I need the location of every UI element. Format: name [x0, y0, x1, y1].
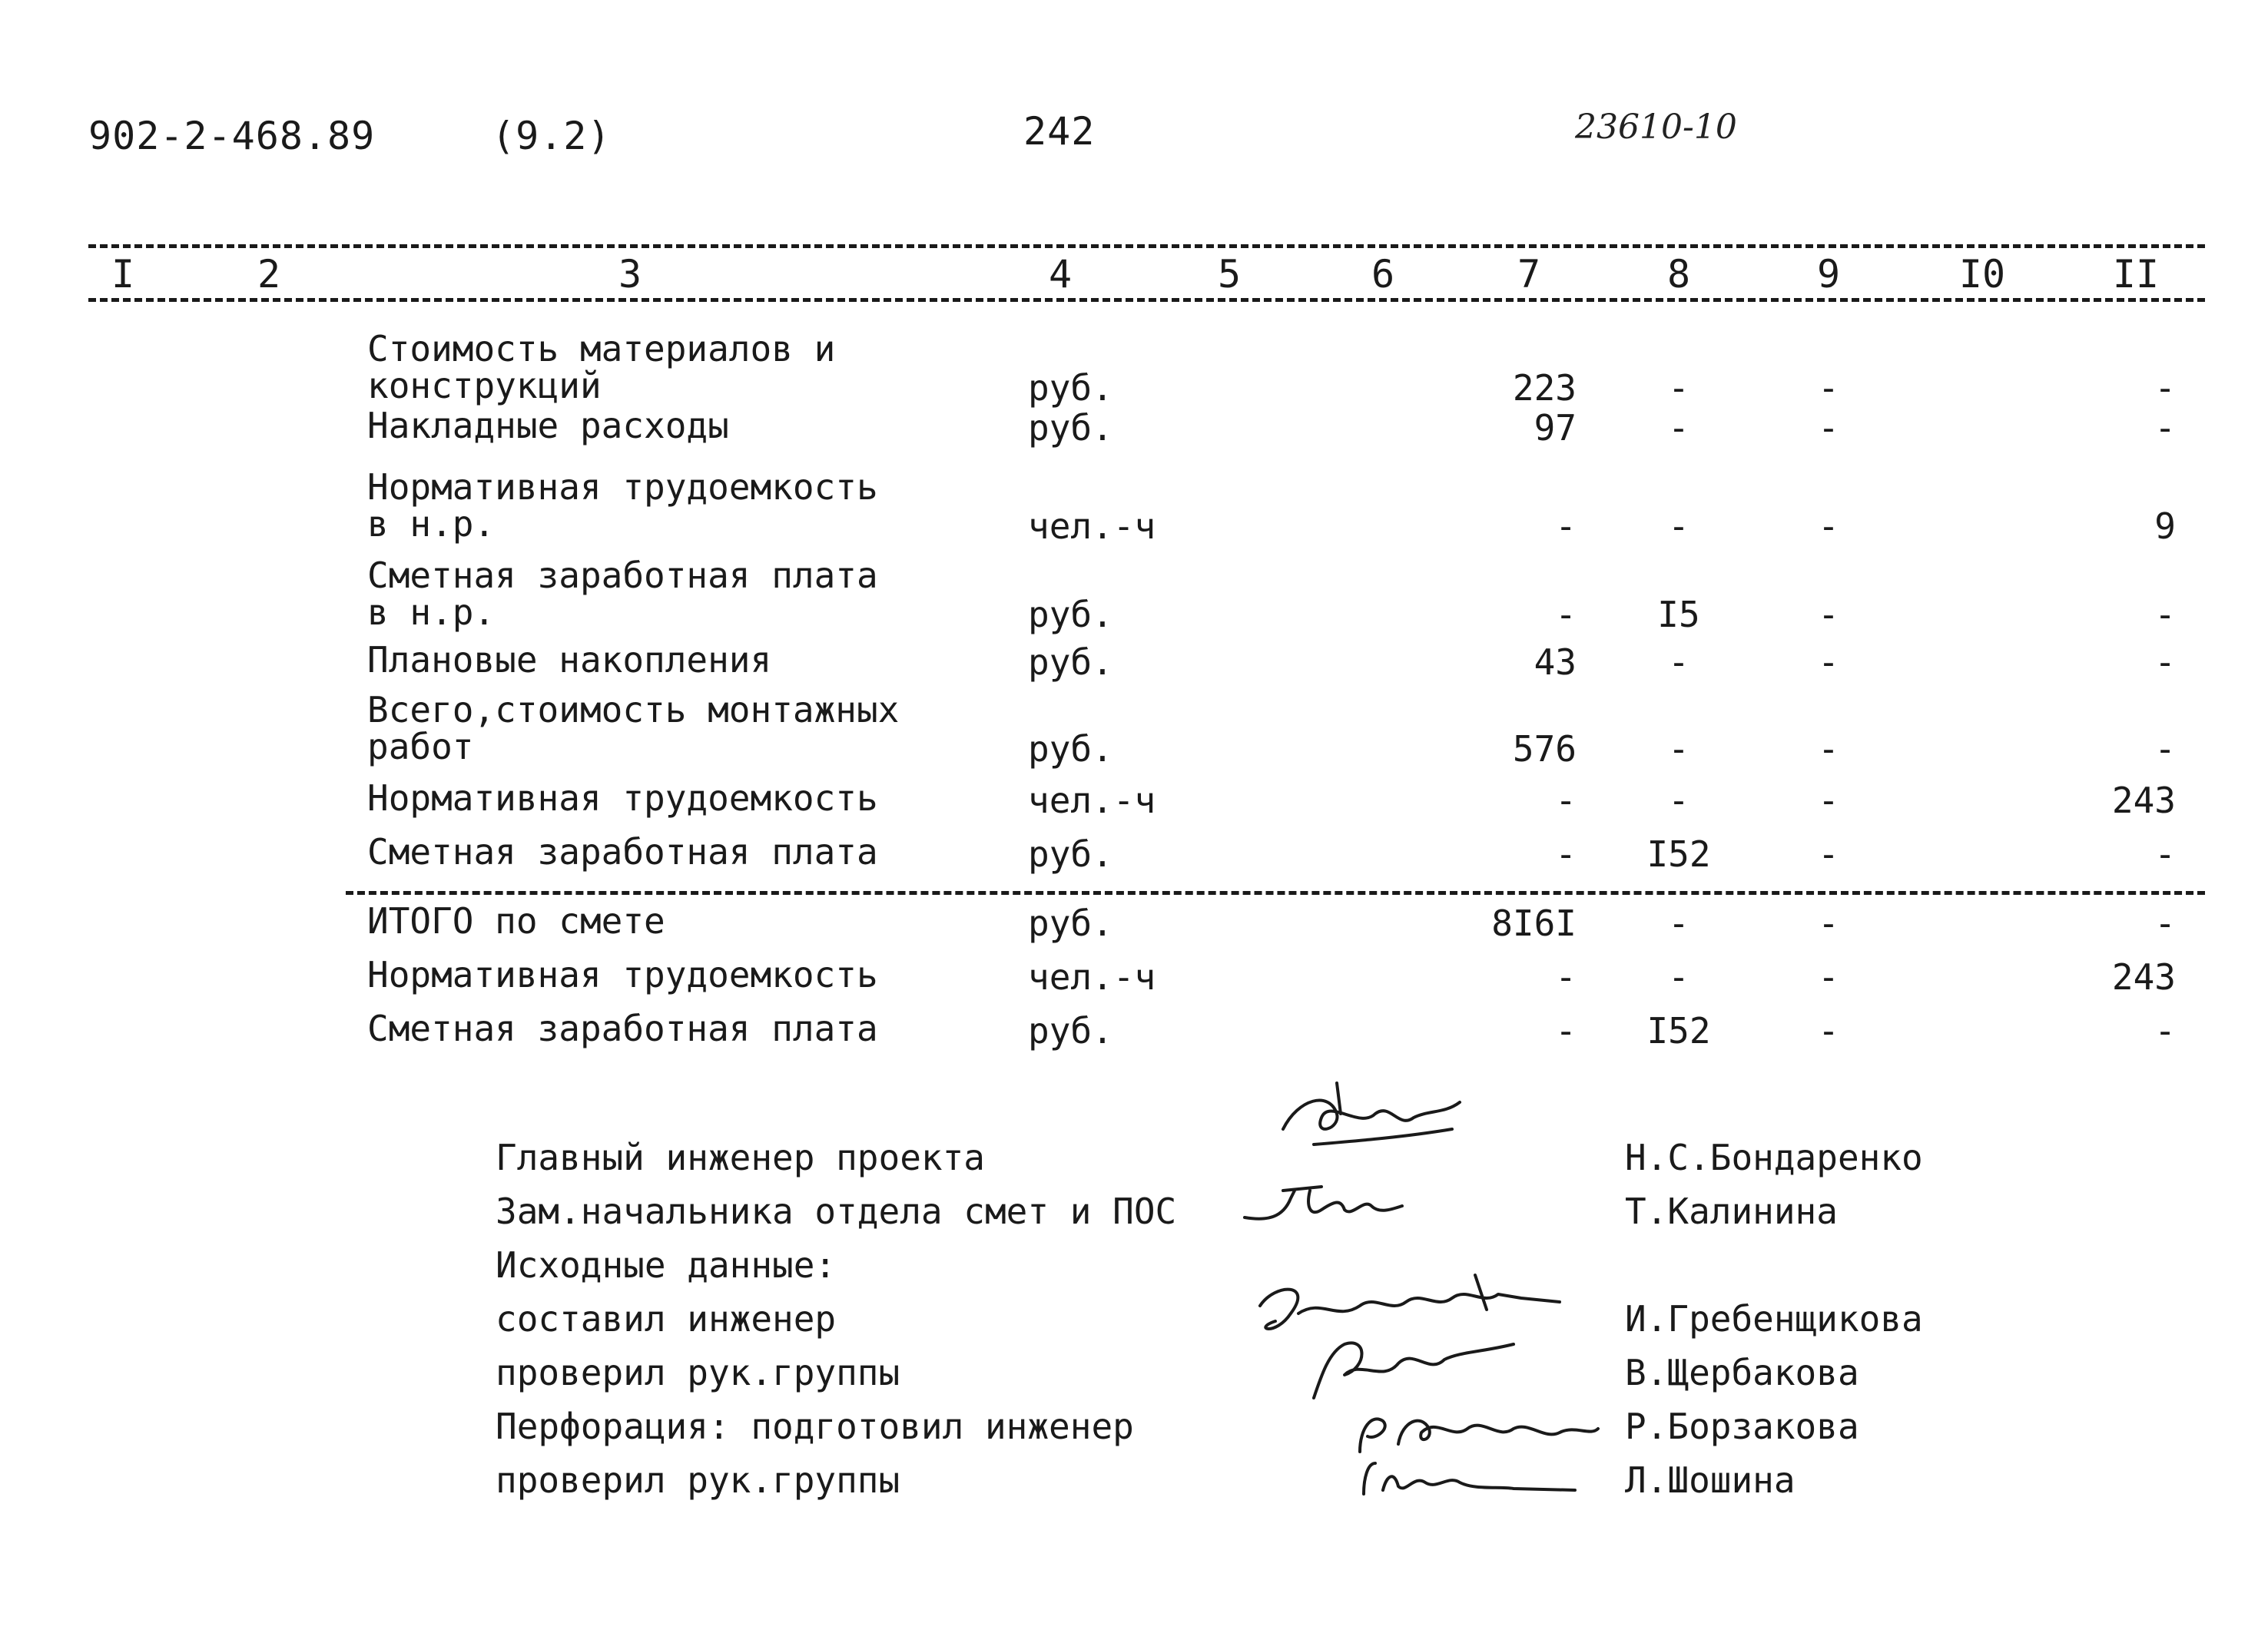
row-value-col-11: - — [2154, 594, 2176, 635]
row-value-col-8: - — [1668, 903, 1689, 944]
row-value-col-8: - — [1668, 407, 1689, 449]
column-number-5: 5 — [1217, 252, 1242, 296]
row-value-col-7: - — [1555, 780, 1577, 821]
row-value-col-8: - — [1668, 956, 1689, 998]
column-number-10: I0 — [1958, 252, 2006, 296]
row-unit: руб. — [1028, 728, 1113, 770]
page-number: 242 — [1023, 109, 1096, 154]
row-unit: руб. — [1028, 641, 1113, 683]
signatory-name: Н.С.Бондаренко — [1625, 1137, 1923, 1178]
row-value-col-9: - — [1818, 780, 1839, 821]
row-unit: чел.-ч — [1028, 956, 1156, 998]
row-value-col-11: - — [2154, 728, 2176, 770]
row-value-col-11: - — [2154, 641, 2176, 683]
row-label: Сметная заработная плата — [367, 1008, 878, 1049]
row-value-col-9: - — [1818, 956, 1839, 998]
row-value-col-9: - — [1818, 641, 1839, 683]
row-value-col-11: - — [2154, 903, 2176, 944]
column-number-8: 8 — [1666, 252, 1691, 296]
row-value-col-7: 97 — [1534, 407, 1577, 449]
signatory-role: проверил рук.группы — [496, 1352, 900, 1393]
row-value-col-7: - — [1555, 1010, 1577, 1052]
column-number-11: II — [2112, 252, 2160, 296]
row-value-col-7: - — [1555, 505, 1577, 547]
row-label: Нормативная трудоемкость — [367, 777, 878, 819]
row-unit: руб. — [1028, 1010, 1113, 1052]
row-value-col-11: - — [2154, 1010, 2176, 1052]
row-value-col-8: - — [1668, 505, 1689, 547]
signatory-role: Перфорация: подготовил инженер — [496, 1406, 1134, 1447]
totals-separator — [346, 891, 2205, 895]
signatory-role: Главный инженер проекта — [496, 1137, 985, 1178]
column-number-9: 9 — [1816, 252, 1841, 296]
row-value-col-9: - — [1818, 728, 1839, 770]
signatory-name: Л.Шошина — [1625, 1459, 1796, 1501]
row-value-col-11: - — [2154, 367, 2176, 409]
row-unit: руб. — [1028, 407, 1113, 449]
row-label: Накладные расходы — [367, 405, 729, 446]
row-label: Сметная заработная плата — [367, 831, 878, 873]
row-value-col-9: - — [1818, 1010, 1839, 1052]
row-value-col-9: - — [1818, 594, 1839, 635]
row-label: ИТОГО по смете — [367, 900, 665, 942]
signature-kalinina-icon — [1237, 1175, 1414, 1237]
row-value-col-11: 243 — [2111, 956, 2176, 998]
column-number-3: 3 — [618, 252, 642, 296]
signatory-name: В.Щербакова — [1625, 1352, 1859, 1393]
signatory-role: составил инженер — [496, 1298, 837, 1340]
signatory-name: Т.Калинина — [1625, 1191, 1838, 1232]
row-label: Плановые накопления — [367, 639, 772, 681]
row-value-col-8: - — [1668, 728, 1689, 770]
column-number-1: I — [111, 252, 135, 296]
row-value-col-7: - — [1555, 594, 1577, 635]
signatory-name: Р.Борзакова — [1625, 1406, 1859, 1447]
row-value-col-9: - — [1818, 833, 1839, 875]
handwritten-archive-number: 23610-10 — [1575, 108, 1737, 147]
row-unit: чел.-ч — [1028, 780, 1156, 821]
signatory-role: проверил рук.группы — [496, 1459, 900, 1501]
row-value-col-8: I5 — [1657, 594, 1700, 635]
document-code: 902-2-468.89 — [88, 114, 376, 158]
row-unit: руб. — [1028, 833, 1113, 875]
row-value-col-11: - — [2154, 407, 2176, 449]
row-value-col-9: - — [1818, 505, 1839, 547]
signatory-role: Зам.начальника отдела смет и ПОС — [496, 1191, 1177, 1232]
section-number: (9.2) — [492, 114, 612, 158]
row-value-col-8: - — [1668, 641, 1689, 683]
row-value-col-8: - — [1668, 367, 1689, 409]
row-value-col-9: - — [1818, 903, 1839, 944]
row-value-col-8: I52 — [1646, 1010, 1711, 1052]
signature-bondarenko-icon — [1268, 1083, 1467, 1168]
row-label: Стоимость материалов и конструкций — [367, 328, 836, 406]
row-value-col-11: 243 — [2111, 780, 2176, 821]
signatory-role: Исходные данные: — [496, 1244, 837, 1286]
row-value-col-9: - — [1818, 367, 1839, 409]
column-number-6: 6 — [1371, 252, 1395, 296]
row-unit: руб. — [1028, 903, 1113, 944]
column-number-7: 7 — [1517, 252, 1541, 296]
row-unit: руб. — [1028, 594, 1113, 635]
row-label: Нормативная трудоемкость в н.р. — [367, 466, 878, 545]
row-unit: чел.-ч — [1028, 505, 1156, 547]
row-value-col-11: 9 — [2154, 505, 2176, 547]
signature-shoshina-icon — [1352, 1452, 1583, 1505]
row-label: Сметная заработная плата в н.р. — [367, 555, 878, 633]
row-label: Нормативная трудоемкость — [367, 954, 878, 995]
column-header-rule — [88, 298, 2205, 302]
row-value-col-7: 223 — [1512, 367, 1577, 409]
row-value-col-9: - — [1818, 407, 1839, 449]
column-number-2: 2 — [257, 252, 281, 296]
row-value-col-11: - — [2154, 833, 2176, 875]
row-value-col-7: 43 — [1534, 641, 1577, 683]
row-value-col-8: I52 — [1646, 833, 1711, 875]
row-value-col-8: - — [1668, 780, 1689, 821]
row-label: Всего,стоимость монтажных работ — [367, 689, 900, 767]
column-number-4: 4 — [1048, 252, 1073, 296]
row-value-col-7: - — [1555, 956, 1577, 998]
row-value-col-7: - — [1555, 833, 1577, 875]
row-unit: руб. — [1028, 367, 1113, 409]
table-top-rule — [88, 244, 2205, 248]
signatory-name: И.Гребенщикова — [1625, 1298, 1923, 1340]
row-value-col-7: 576 — [1512, 728, 1577, 770]
row-value-col-7: 8I6I — [1491, 903, 1577, 944]
